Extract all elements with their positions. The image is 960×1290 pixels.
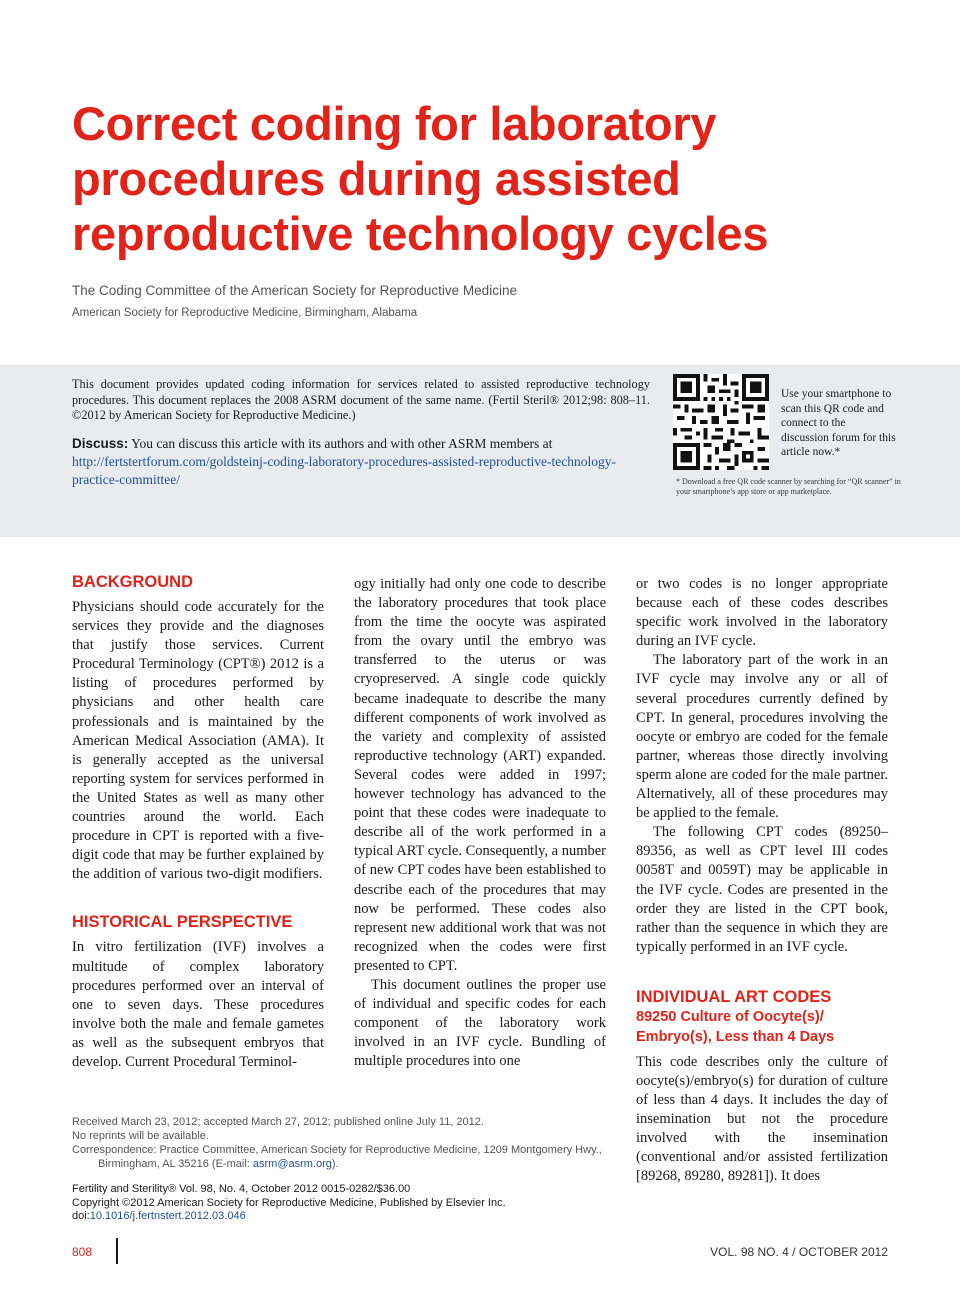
reprints-note: No reprints will be available. (72, 1130, 209, 1142)
background-paragraph: Physicians should code accurately for the services they provide and the diagnoses that justify those services. Current Procedural Terminology (CPT®) 2012 is a listing of procedures performed by physicians and other health care professionals and is maintained by the American Medical Association (AMA). It is generally accepted as the universal reporting system for services performed in the United States as well as many other countries around the world. Each procedure in CPT is reported with a five-digit code that may be further explained by the addition of various two-digit modifiers. (72, 599, 324, 883)
abstract-box (0, 365, 960, 537)
code-89250-paragraph: This code describes only the culture of oocyte(s)/embryo(s) for duration of culture of less than 4 days. It includes the day of insemination but not the procedure involved with the insemination (conventional and/or assisted fertilization [89268, 89280, 89281]). It does (636, 1053, 888, 1185)
column-1 (72, 572, 324, 1072)
journal-info (72, 1183, 612, 1224)
discussion-forum-link[interactable]: http://fertstertforum.com/goldsteinj-coding-laboratory-procedures-assisted-reproductive-technology-practice-committee/ (72, 454, 616, 487)
received-dates: Received March 23, 2012; accepted March 27, 2012; published online July 11, 2012. (72, 1116, 484, 1128)
historical-paragraph-2a: This document outlines the proper use of individual and specific codes for each component of the laboratory work involved in an IVF cycle. Bundling of multiple procedures into one (354, 976, 606, 1070)
historical-paragraph-1a: In vitro fertilization (IVF) involves a multitude of complex laboratory procedures performed over an interval of one to seven days. These procedures involve both the male and female gametes as well as the subsequent embryos that develop. Current Procedural Terminol- (72, 939, 324, 1070)
discuss-text: You can discuss this article with its authors and with other ASRM members at (131, 436, 553, 451)
page-number: 808 (72, 1245, 93, 1259)
article-footnotes (72, 1115, 612, 1171)
footer-divider (116, 1238, 118, 1264)
author-line: The Coding Committee of the American Society for Reproductive Medicine (72, 283, 517, 298)
discuss-label: Discuss: (72, 436, 129, 451)
qr-caption: Use your smartphone to scan this QR code and connect to the discussion forum for this article now.* (781, 388, 896, 458)
doi-line: doi:10.1016/j.fertnstert.2012.03.046 (72, 1210, 246, 1222)
copyright: Copyright ©2012 American Society for Reproductive Medicine, Published by Elsevier Inc. (72, 1196, 506, 1209)
column-2 (354, 575, 606, 1071)
historical-paragraph-3: The laboratory part of the work in an IVF cycle may involve any or all of several procedures currently defined by CPT. In general, procedures involving the oocyte or embryo are coded for the female partner, whereas those directly involving sperm alone are coded for the male partner. Alternatively, all of these procedures may be applied to the female. (636, 652, 888, 822)
qr-code-icon[interactable] (673, 374, 769, 470)
affiliation: American Society for Reproductive Medicine, Birmingham, Alabama (72, 307, 418, 319)
section-heading-background: BACKGROUND (72, 573, 193, 591)
article-title: Correct coding for laboratory procedures during assisted reproductive technology cycles (72, 97, 769, 260)
historical-paragraph-2b: or two codes is no longer appropriate because each of these codes describes specific work involved in the laboratory during an IVF cycle. (636, 576, 888, 650)
journal-citation: Fertility and Sterility® Vol. 98, No. 4, October 2012 0015-0282/$36.00 (72, 1183, 411, 1195)
historical-paragraph-4: The following CPT codes (89250–89356, as well as CPT level III codes 0058T and 0059T) may be applicable in the IVF cycle. Codes are presented in the order they are listed in the CPT book, rather than the sequence in which they are typically performed in an IVF cycle. (636, 824, 888, 955)
section-heading-codes: INDIVIDUAL ART CODES (636, 987, 832, 1006)
section-heading-historical: HISTORICAL PERSPECTIVE (72, 913, 293, 932)
discuss-paragraph (72, 435, 650, 489)
doi-link[interactable]: 10.1016/j.fertnstert.2012.03.046 (89, 1210, 246, 1222)
historical-paragraph-1b: ogy initially had only one code to describe the laboratory procedures that took place from the time the oocyte was aspirated from the ovary until the embryo was transferred to the uterus or was cryopreserved. A single code quickly became inadequate to describe the many different components of work involved as the variety and complexity of assisted reproductive technology (ART) expanded. Several codes were added in 1997; however technology has advanced to the point that these codes were inadequate to describe all of the work performed in a typical ART cycle. Consequently, a number of new CPT codes have been established to describe each of the procedures that may now be performed. These codes also represent new additional work that was not recognized when the codes were first presented to CPT. (354, 576, 607, 974)
correspondence: Correspondence: Practice Committee, American Society for Reproductive Medicine, 1209 Montgomery Hwy., Birmingham, AL 35216 (E-mail: asrm@asrm.org). (72, 1144, 602, 1170)
footer-volume: VOL. 98 NO. 4 / OCTOBER 2012 (710, 1245, 888, 1259)
correspondence-email-link[interactable]: asrm@asrm.org (252, 1158, 332, 1170)
column-3 (636, 575, 888, 1187)
subsection-heading-89250: 89250 Culture of Oocyte(s)/ Embryo(s), Less than 4 Days (636, 1008, 835, 1045)
abstract-text: This document provides updated coding information for services related to assisted reproductive technology procedures. This document replaces the 2008 ASRM document of the same name. (Fertil Steril® 2012;98: 808–11. ©2012 by American Society for Reproductive Medicine.) (72, 377, 650, 422)
qr-footnote: * Download a free QR code scanner by searching for “QR scanner” in your smartphone’s app store or app marketplace. (676, 477, 901, 496)
